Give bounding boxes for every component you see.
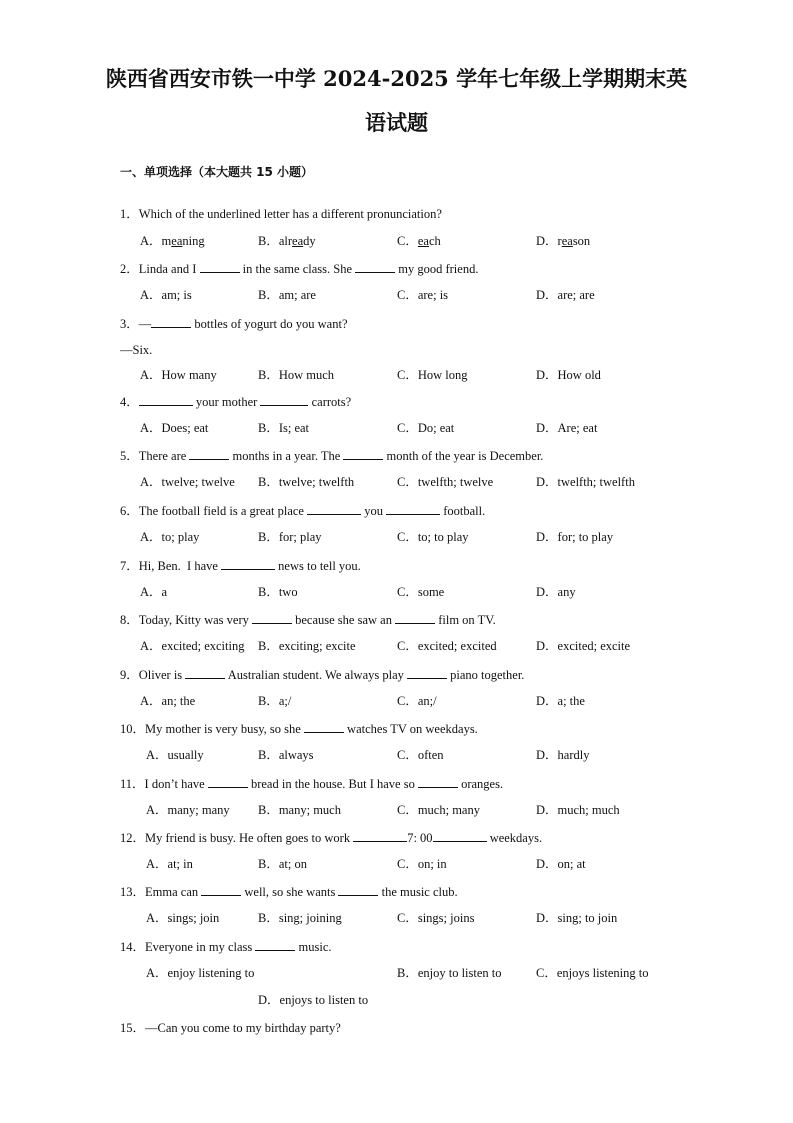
answer-option-d [536,287,595,303]
text-run: C．twelfth; twelve [397,475,494,489]
answer-option-a [146,747,204,763]
answer-blank [395,611,435,624]
text-run: A．am; is [140,288,192,302]
text-run: D．are; are [536,288,595,302]
text-run: — [138,317,152,331]
answer-blank [208,775,248,788]
text-run: C．How long [397,368,468,382]
text-run: well, so she wants [241,885,339,899]
answer-blank [338,883,378,896]
question-stem [120,447,543,464]
text-run: C．often [397,748,444,762]
text-run: D．twelfth; twelfth [536,475,635,489]
text-run: C． [397,234,418,248]
text-run: There are [138,449,190,463]
answer-option-a [146,802,230,818]
text-run: D．a; the [536,694,585,708]
text-run: C．much; many [397,803,480,817]
text-run: A．an; the [140,694,196,708]
text-run: the music club. [378,885,458,899]
answer-option-a [140,233,205,249]
answer-option-d [536,693,585,709]
question-stem [120,883,458,900]
question-number: 11． [120,777,145,791]
text-run: 7: 00 [407,831,433,845]
answer-blank [355,260,395,273]
answer-blank [189,447,229,460]
text-run: football. [440,504,486,518]
question-stem [120,206,442,222]
answer-option-d [536,910,617,926]
text-run: Australian student. We always play [225,668,408,682]
answer-blank [418,775,458,788]
text-run: D．How old [536,368,601,382]
question-stem [120,938,332,955]
text-run: B．a;/ [258,694,292,708]
text-run: D．any [536,585,576,599]
answer-option-b [258,367,334,383]
answer-option-b [397,965,502,981]
text-run: B．always [258,748,314,762]
answer-option-d [536,856,586,872]
underlined-letters: ea [292,234,304,248]
text-run: Emma can [145,885,202,899]
answer-option-d [536,747,589,763]
text-run: C．an;/ [397,694,437,708]
page-title-line-1: 陕西省西安市铁一中学 2024-2025 学年七年级上学期期末英 [105,66,688,91]
question-number: 6． [120,504,139,518]
answer-option-a [146,965,254,981]
text-run: I don’t have [144,777,208,791]
answer-option-c [397,233,441,249]
question-number: 10． [120,722,146,736]
text-run: Linda and I [138,262,200,276]
question-stem [120,666,524,683]
answer-option-a [146,856,193,872]
answer-option-a [140,287,192,303]
text-run: C．enjoys listening to [536,966,649,980]
text-run: because she saw an [292,613,396,627]
answer-option-a [146,910,219,926]
text-run: C．excited; excited [397,639,497,653]
question-stem [120,557,361,574]
text-run: months in a year. The [229,449,344,463]
text-run: D．excited; excite [536,639,631,653]
text-run: B．Is; eat [258,421,310,435]
text-run: My friend is busy. He often goes to work [145,831,354,845]
text-run: D．Are; eat [536,421,598,435]
text-run: dy [303,234,316,248]
text-run: C．to; to play [397,530,469,544]
answer-blank [200,260,240,273]
text-run: Oliver is [138,668,186,682]
answer-option-c [397,693,437,709]
text-run: A．twelve; twelve [140,475,235,489]
question-number: 13． [120,885,146,899]
text-run: B．How much [258,368,335,382]
answer-option-b [258,910,342,926]
answer-option-b [258,747,314,763]
underlined-letters: ea [171,234,183,248]
text-run: A．How many [140,368,217,382]
answer-blank [139,393,193,406]
text-run: in the same class. She [239,262,356,276]
answer-option-d [536,638,630,654]
text-run: ch [428,234,441,248]
answer-option-b [258,287,316,303]
text-run: music. [295,940,332,954]
text-run: A．a [140,585,168,599]
answer-blank [386,502,440,515]
text-run: B．exciting; excite [258,639,356,653]
text-run: B．at; on [258,857,307,871]
text-run: B．two [258,585,298,599]
text-run: D．on; at [536,857,586,871]
text-run: weekdays. [486,831,543,845]
text-run: B．twelve; twelfth [258,475,355,489]
underlined-letters: ea [417,234,429,248]
text-run: film on TV. [435,613,496,627]
text-run: you [361,504,387,518]
question-number: 3． [120,317,139,331]
answer-option-c [397,287,448,303]
text-run: Everyone in my class [145,940,256,954]
answer-option-d [536,233,590,249]
answer-option-d [536,584,576,600]
question-stem [120,829,542,846]
dialogue-reply: —Six. [120,343,153,357]
answer-option-a [140,474,235,490]
answer-option-a [140,584,167,600]
answer-option-a [140,638,244,654]
question-number: 2． [120,262,139,276]
answer-option-c [397,910,474,926]
answer-blank [307,502,361,515]
answer-option-b [258,529,322,545]
answer-option-d [536,529,613,545]
answer-option-d [536,420,597,436]
text-run: D．sing; to join [536,911,618,925]
text-run: month of the year is December. [383,449,544,463]
answer-option-c [397,802,480,818]
text-run: D．for; to play [536,530,614,544]
text-run: A．at; in [146,857,193,871]
question-number: 1． [120,207,139,221]
answer-option-d [536,802,620,818]
text-run: B．am; are [258,288,316,302]
question-number: 7． [120,559,139,573]
question-number: 9． [120,668,139,682]
answer-option-b [258,693,291,709]
text-run: piano together. [447,668,525,682]
text-run: ning [182,234,205,248]
answer-option-b [258,474,354,490]
text-run: A．sings; join [146,911,220,925]
answer-option-c [397,474,493,490]
text-run: D．hardly [536,748,590,762]
page-title-line-2: 语试题 [365,110,428,135]
answer-option-a [140,693,195,709]
question-stem [120,393,351,410]
question-number: 12． [120,831,146,845]
answer-blank [353,829,407,842]
text-run: The football field is a great place [138,504,308,518]
text-run: —Can you come to my birthday party? [145,1021,341,1035]
answer-option-d [536,367,601,383]
text-run: D．enjoys to listen to [258,993,369,1007]
text-run: C．on; in [397,857,447,871]
answer-option-b [258,856,307,872]
text-run: A．excited; exciting [140,639,245,653]
answer-option-d [258,992,368,1008]
answer-option-a [140,367,217,383]
text-run: Hi, Ben. I have [138,559,222,573]
text-run: A．many; many [146,803,230,817]
answer-option-c [536,965,649,981]
text-run: My mother is very busy, so she [145,722,304,736]
text-run: watches TV on weekdays. [343,722,478,736]
question-stem [120,260,478,277]
text-run: C．sings; joins [397,911,475,925]
answer-blank [260,393,308,406]
text-run: B．alr [258,234,293,248]
answer-blank [201,883,241,896]
question-stem [120,611,496,628]
answer-option-b [258,233,316,249]
question-number: 8． [120,613,139,627]
answer-blank [433,829,487,842]
text-run: your mother [192,395,261,409]
text-run: bread in the house. But I have so [247,777,418,791]
answer-option-b [258,638,356,654]
text-run: C．are; is [397,288,449,302]
question-number: 4． [120,395,139,409]
text-run: A．usually [146,748,204,762]
text-run: B．for; play [258,530,322,544]
text-run: B．many; much [258,803,341,817]
answer-blank [151,315,191,328]
answer-blank [343,447,383,460]
text-run: C．some [397,585,445,599]
question-number: 14． [120,940,146,954]
answer-option-d [536,474,635,490]
text-run: B．enjoy to listen to [397,966,502,980]
answer-option-b [258,420,309,436]
answer-blank [407,666,447,679]
answer-option-c [397,420,454,436]
text-run: B．sing; joining [258,911,342,925]
answer-option-c [397,638,497,654]
text-run: Today, Kitty was very [138,613,252,627]
text-run: A．to; play [140,530,200,544]
text-run: A．Does; eat [140,421,209,435]
text-run: D．much; much [536,803,620,817]
question-stem [120,1020,341,1036]
text-run: son [572,234,591,248]
underlined-letters: ea [561,234,573,248]
answer-option-c [397,747,444,763]
answer-option-a [140,420,208,436]
answer-option-b [258,584,298,600]
text-run: C．Do; eat [397,421,455,435]
text-run: oranges. [457,777,504,791]
question-stem [120,775,503,792]
text-run: A．enjoy listening to [146,966,255,980]
answer-blank [221,557,275,570]
answer-blank [185,666,225,679]
answer-blank [252,611,292,624]
question-number: 15． [120,1021,146,1035]
text-run: my good friend. [395,262,479,276]
text-run: A．m [140,234,172,248]
answer-option-c [397,856,447,872]
answer-option-c [397,584,444,600]
text-run: carrots? [308,395,352,409]
text-run: D．r [536,234,562,248]
question-stem [120,315,348,332]
question-stem [120,720,478,737]
section-heading: 一、单项选择（本大题共 15 小题） [120,165,314,179]
answer-blank [255,938,295,951]
text-run: bottles of yogurt do you want? [191,317,348,331]
text-run: Which of the underlined letter has a different pronunciation? [138,207,442,221]
answer-option-c [397,529,469,545]
question-stem [120,502,485,519]
answer-option-c [397,367,468,383]
answer-option-b [258,802,341,818]
text-run: news to tell you. [275,559,361,573]
answer-option-a [140,529,199,545]
answer-blank [304,720,344,733]
question-number: 5． [120,449,139,463]
